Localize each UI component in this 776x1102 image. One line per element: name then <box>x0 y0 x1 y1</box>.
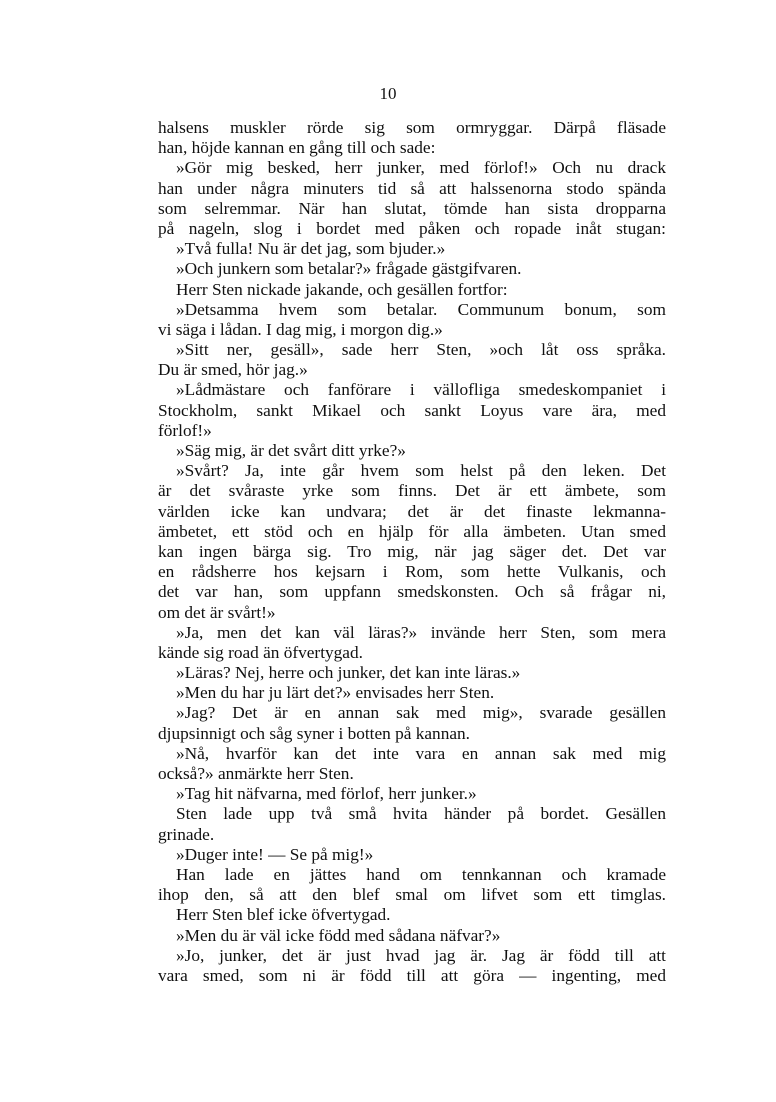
text-line: ämbetet, ett stöd och en hjälp för alla ämbeten. Utan smed <box>158 521 666 541</box>
text-line: »Ja, men det kan väl läras?» invände herr Sten, som mera <box>176 622 666 642</box>
text-line: »Jo, junker, det är just hvad jag är. Jag är född till att <box>176 945 666 965</box>
text-line: som selremmar. När han slutat, tömde han sista dropparna <box>158 198 666 218</box>
text-line: Herr Sten blef icke öfvertygad. <box>176 905 391 925</box>
text-line: »Två fulla! Nu är det jag, som bjuder.» <box>176 239 446 259</box>
text-line: Herr Sten nickade jakande, och gesällen fortfor: <box>176 279 508 299</box>
text-line: »Jag? Det är en annan sak med mig», svarade gesällen <box>176 703 666 723</box>
text-line: kan ingen bärga sig. Tro mig, när jag säger det. Det var <box>158 541 666 561</box>
text-line: »Säg mig, är det svårt ditt yrke?» <box>176 441 406 460</box>
text-line: han under några minuters tid så att halssenorna stodo spända <box>158 178 666 198</box>
text-line: han, höjde kannan en gång till och sade: <box>158 138 436 158</box>
text-line: vi säga i lådan. I dag mig, i morgon dig.» <box>158 319 443 339</box>
text-line: världen icke kan undvara; det är det finaste lekmanna- <box>158 501 666 521</box>
text-line: »Men du är väl icke född med sådana näfvar?» <box>176 925 501 945</box>
text-line: »Lådmästare och fanförare i vällofliga smedeskompaniet i <box>176 380 666 400</box>
text-line: »Gör mig besked, herr junker, med förlof!» Och nu drack <box>176 158 666 178</box>
text-line: Han lade en jättes hand om tennkannan och kramade <box>176 864 666 884</box>
text-line: halsens muskler rörde sig som ormryggar. Därpå fläsade <box>158 118 666 137</box>
text-line: »Duger inte! — Se på mig!» <box>176 844 374 864</box>
text-line: på nageln, slog i bordet med påken och ropade inåt stugan: <box>158 218 666 238</box>
text-line: Stockholm, sankt Mikael och sankt Loyus vare ära, med <box>158 400 666 420</box>
text-line: en rådsherre hos kejsarn i Rom, som hette Vulkanis, och <box>158 562 666 582</box>
text-line: är det svåraste yrke som finns. Det är ett ämbete, som <box>158 481 666 501</box>
text-line: också?» anmärkte herr Sten. <box>158 764 354 783</box>
text-line: »Nå, hvarför kan det inte vara en annan sak med mig <box>176 743 666 763</box>
text-line: kände sig road än öfvertygad. <box>158 642 363 662</box>
text-line: grinade. <box>158 824 215 844</box>
text-line: Du är smed, hör jag.» <box>158 360 308 380</box>
text-line: det var han, som uppfann smedskonsten. Och så frågar ni, <box>158 582 666 602</box>
text-line: »Och junkern som betalar?» frågade gästgifvaren. <box>176 259 522 279</box>
text-line: »Läras? Nej, herre och junker, det kan inte läras.» <box>176 663 521 683</box>
text-line: »Tag hit näfvarna, med förlof, herr junker.» <box>176 784 477 804</box>
text-line: »Detsamma hvem som betalar. Communum bonum, som <box>176 299 666 319</box>
page-number: 10 <box>379 84 397 103</box>
text-line: »Svårt? Ja, inte går hvem som helst på den leken. Det <box>176 461 666 481</box>
body-text <box>158 118 666 986</box>
text-line: om det är svårt!» <box>158 602 276 622</box>
text-line: förlof!» <box>158 420 212 440</box>
text-line: Sten lade upp två små hvita händer på bordet. Gesällen <box>176 804 666 824</box>
text-line: ihop den, så att den blef smal om lifvet som ett timglas. <box>158 885 666 905</box>
text-line: djupsinnigt och såg syner i botten på kannan. <box>158 723 470 743</box>
text-line: »Sitt ner, gesäll», sade herr Sten, »och låt oss språka. <box>176 340 666 360</box>
text-line: vara smed, som ni är född till att göra — ingenting, med <box>158 965 666 985</box>
text-line: »Men du har ju lärt det?» envisades herr Sten. <box>176 683 495 703</box>
